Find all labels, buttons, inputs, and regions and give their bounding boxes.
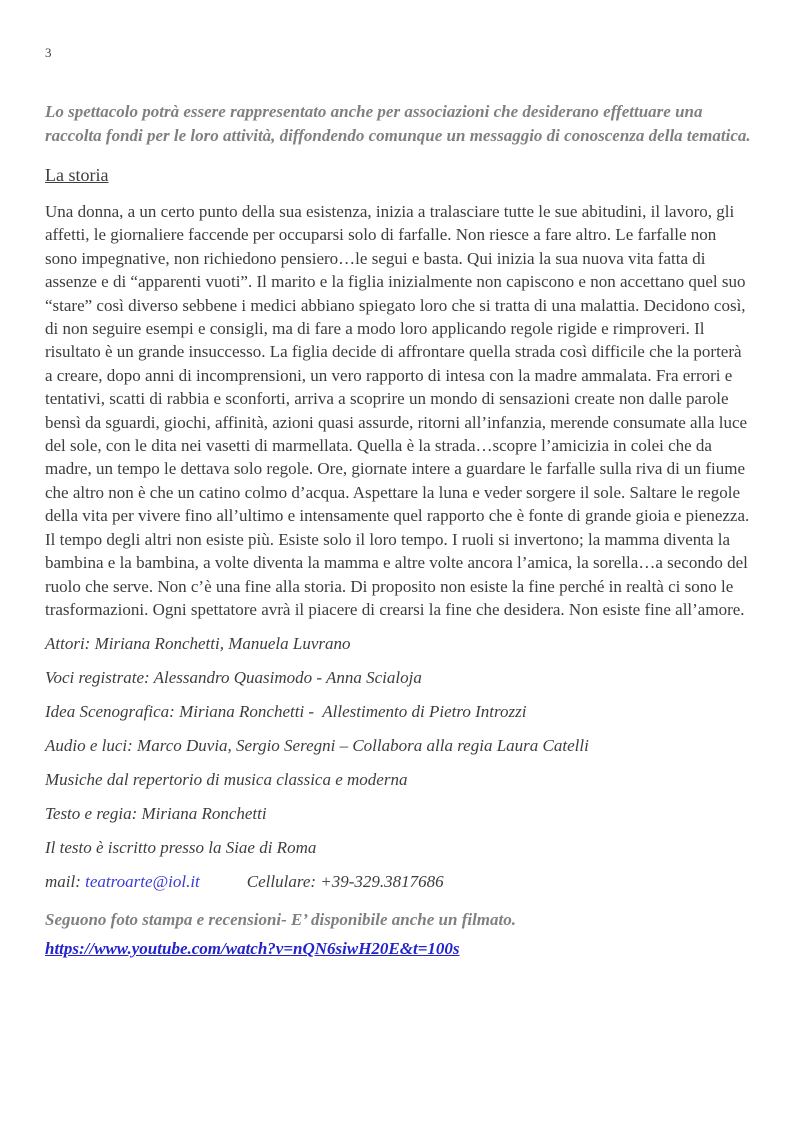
- credit-line-audio-luci: Audio e luci: Marco Duvia, Sergio Seregni – Collabora alla regia Laura Catelli: [45, 736, 589, 756]
- youtube-link[interactable]: https://www.youtube.com/watch?v=nQN6siwH20E&t=100s: [45, 939, 460, 959]
- footer-note-text: Seguono foto stampa e recensioni- E’ disponibile anche un filmato.: [45, 910, 516, 930]
- credit-line-voci: Voci registrate: Alessandro Quasimodo - Anna Scialoja: [45, 668, 422, 688]
- contact-line: [45, 870, 752, 893]
- credit-line-attori: Attori: Miriana Ronchetti, Manuela Luvrano: [45, 634, 351, 654]
- footer-block: [45, 905, 752, 963]
- section-heading: La storia: [45, 165, 109, 185]
- email-link[interactable]: teatroarte@iol.it: [85, 872, 200, 892]
- credit-line-testo-regia: Testo e regia: Miriana Ronchetti: [45, 804, 267, 824]
- credit-line-scenografia: Idea Scenografica: Miriana Ronchetti - Allestimento di Pietro Introzzi: [45, 702, 527, 722]
- mail-label: mail:: [45, 872, 86, 892]
- phone-number: Cellulare: +39-329.3817686: [246, 872, 444, 892]
- credit-line-siae: Il testo è iscritto presso la Siae di Roma: [45, 838, 317, 858]
- story-paragraph: Una donna, a un certo punto della sua esistenza, inizia a tralasciare tutte le sue abitudini, il lavoro, gli affetti, le giornaliere faccende per occuparsi solo di farfalle. Non riesce a fare altro. Le farfalle non sono impegnative, non richiedono pensiero…le segui e basta. Qui inizia la sua nuova vita fatta di assenze e di “apparenti vuoti”. Il marito e la figlia inizialmente non capiscono e non accettano quel suo “stare” così diverso sebbene i medici abbiano spiegato loro che si tratta di una malattia. Decidono così, di non seguire esempi e consigli, ma di fare a modo loro applicando regole rigide e rimproveri. Il risultato è un grande insuccesso. La figlia decide di affrontare quella strada così difficile che la porterà a creare, dopo anni di incomprensioni, un vero rapporto di intesa con la madre ammalata. Fra errori e tentativi, scatti di rabbia e sconforti, arriva a scoprire un mondo di sensazioni create non dalle parole bensì da sguardi, giochi, affinità, azioni quasi assurde, ritorni all’infanzia, merende consumate alla luce del sole, con le dita nei vasetti di marmellata. Quella è la strada…scopre l’amicizia in colei che da madre, un tempo le dettava solo regole. Ore, giornate intere a guardare le farfalle sulla riva di un fiume che altro non è che un catino colmo d’acqua. Aspettare la luna e veder sorgere il sole. Saltare le regole della vita per vivere fino all’ultimo e intensamente quel rapporto che è fonte di grande gioia e pienezza. Il tempo degli altri non esiste più. Esiste solo il loro tempo. I ruoli si invertono; la mamma diventa la bambina e la bambina, a volte diventa la mamma e altre volte ancora l’amica, la sorella…a secondo del ruolo che serve. Non c’è una fine alla storia. Di proposito non esiste la fine perché in realtà ci sono le trasformazioni. Ogni spettatore avrà il piacere di crearsi la fine che desidera. Non esiste fine all’amore.: [45, 202, 750, 619]
- intro-paragraph: Lo spettacolo potrà essere rappresentato anche per associazioni che desiderano effettuare una raccolta fondi per le loro attività, diffondendo comunque un messaggio di conoscenza della tematica.: [45, 102, 751, 145]
- credit-line-musiche: Musiche dal repertorio di musica classica e moderna: [45, 770, 408, 790]
- page-number: 3: [45, 45, 52, 60]
